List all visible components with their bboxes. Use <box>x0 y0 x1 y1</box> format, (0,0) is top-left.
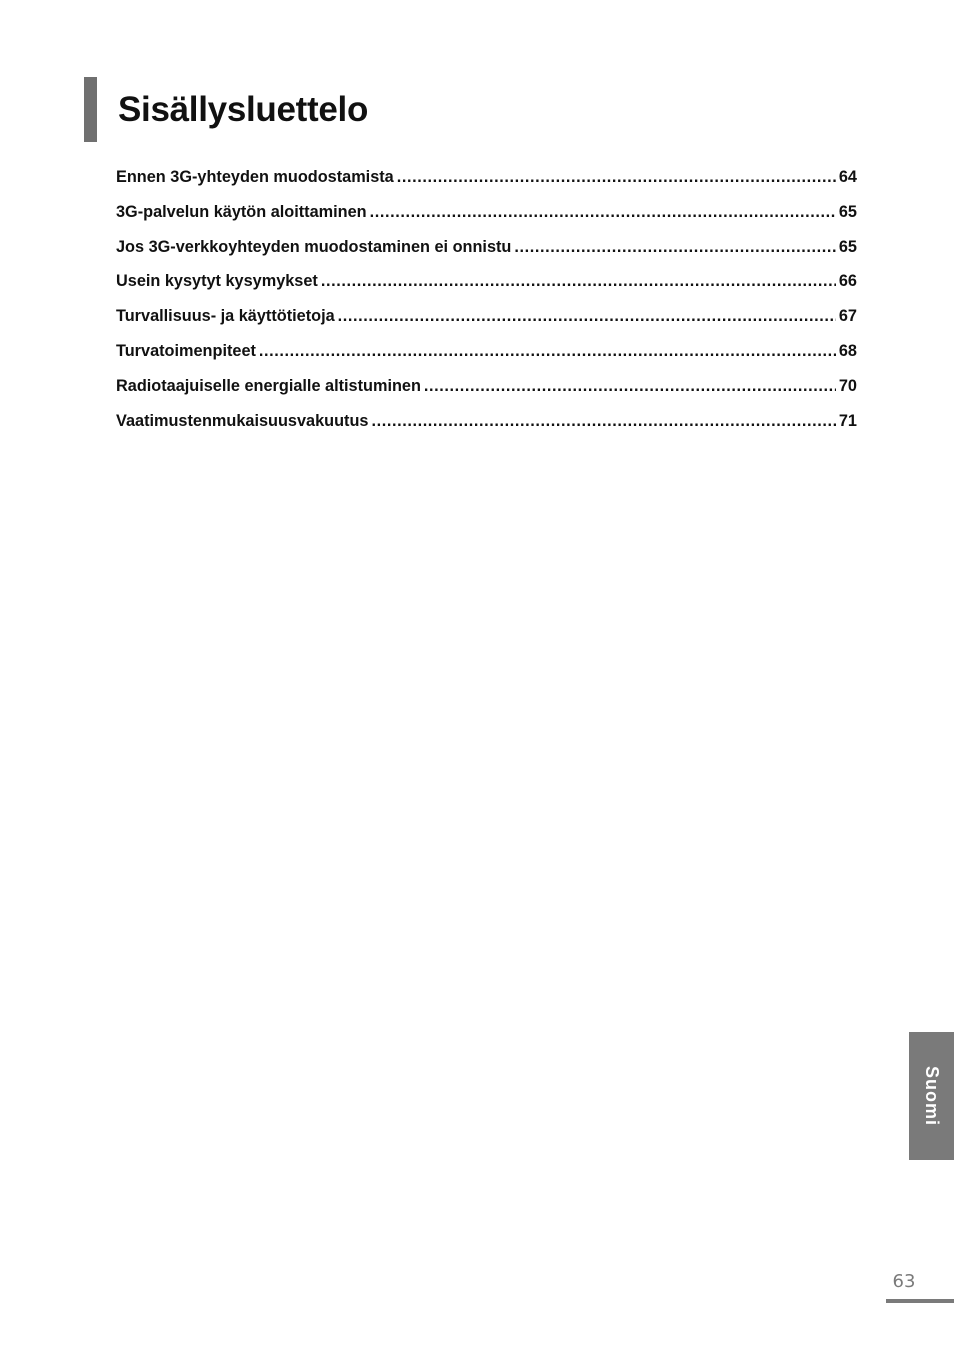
toc-entry[interactable] <box>116 268 857 303</box>
toc-entry[interactable] <box>116 303 857 338</box>
toc-entry-title: Ennen 3G-yhteyden muodostamista <box>116 168 394 186</box>
toc-entry-page: 70 <box>838 376 857 395</box>
toc-entry-title: Vaatimustenmukaisuusvakuutus <box>116 411 369 430</box>
toc-entry[interactable] <box>116 164 857 199</box>
toc-entry-title: Turvatoimenpiteet <box>116 341 256 360</box>
toc-entry-page: 64 <box>838 168 857 186</box>
toc-entry-page: 66 <box>838 272 857 291</box>
toc-dot-leader <box>397 164 836 190</box>
toc-entry-title: Usein kysytyt kysymykset <box>116 272 318 291</box>
table-of-contents <box>116 164 857 442</box>
title-accent-bar <box>84 77 97 142</box>
language-tab-label: Suomi <box>922 1065 942 1126</box>
toc-dot-leader <box>424 373 836 399</box>
toc-entry-page: 71 <box>838 411 857 430</box>
toc-dot-leader <box>321 268 836 294</box>
toc-entry[interactable] <box>116 199 857 234</box>
toc-entry[interactable] <box>116 234 857 269</box>
page-number-rule <box>886 1299 954 1303</box>
toc-entry-page: 68 <box>838 341 857 360</box>
language-tab <box>909 1032 954 1160</box>
page-number: 63 <box>892 1271 916 1292</box>
toc-entry-title: Radiotaajuiselle energialle altistuminen <box>116 376 421 395</box>
toc-entry[interactable] <box>116 373 857 408</box>
toc-entry-page: 67 <box>838 307 857 326</box>
page-title: Sisällysluettelo <box>118 90 369 129</box>
toc-dot-leader <box>514 234 836 260</box>
toc-dot-leader <box>338 303 836 329</box>
toc-entry-title: Turvallisuus- ja käyttötietoja <box>116 307 335 326</box>
toc-entry[interactable] <box>116 338 857 373</box>
toc-entry-page: 65 <box>838 237 857 256</box>
toc-entry-page: 65 <box>838 202 857 221</box>
toc-entry-title: 3G-palvelun käytön aloittaminen <box>116 202 367 221</box>
toc-entry[interactable] <box>116 408 857 443</box>
toc-dot-leader <box>370 199 836 225</box>
toc-dot-leader <box>259 338 836 364</box>
toc-dot-leader <box>371 408 835 434</box>
toc-entry-title: Jos 3G-verkkoyhteyden muodostaminen ei onnistu <box>116 237 512 256</box>
